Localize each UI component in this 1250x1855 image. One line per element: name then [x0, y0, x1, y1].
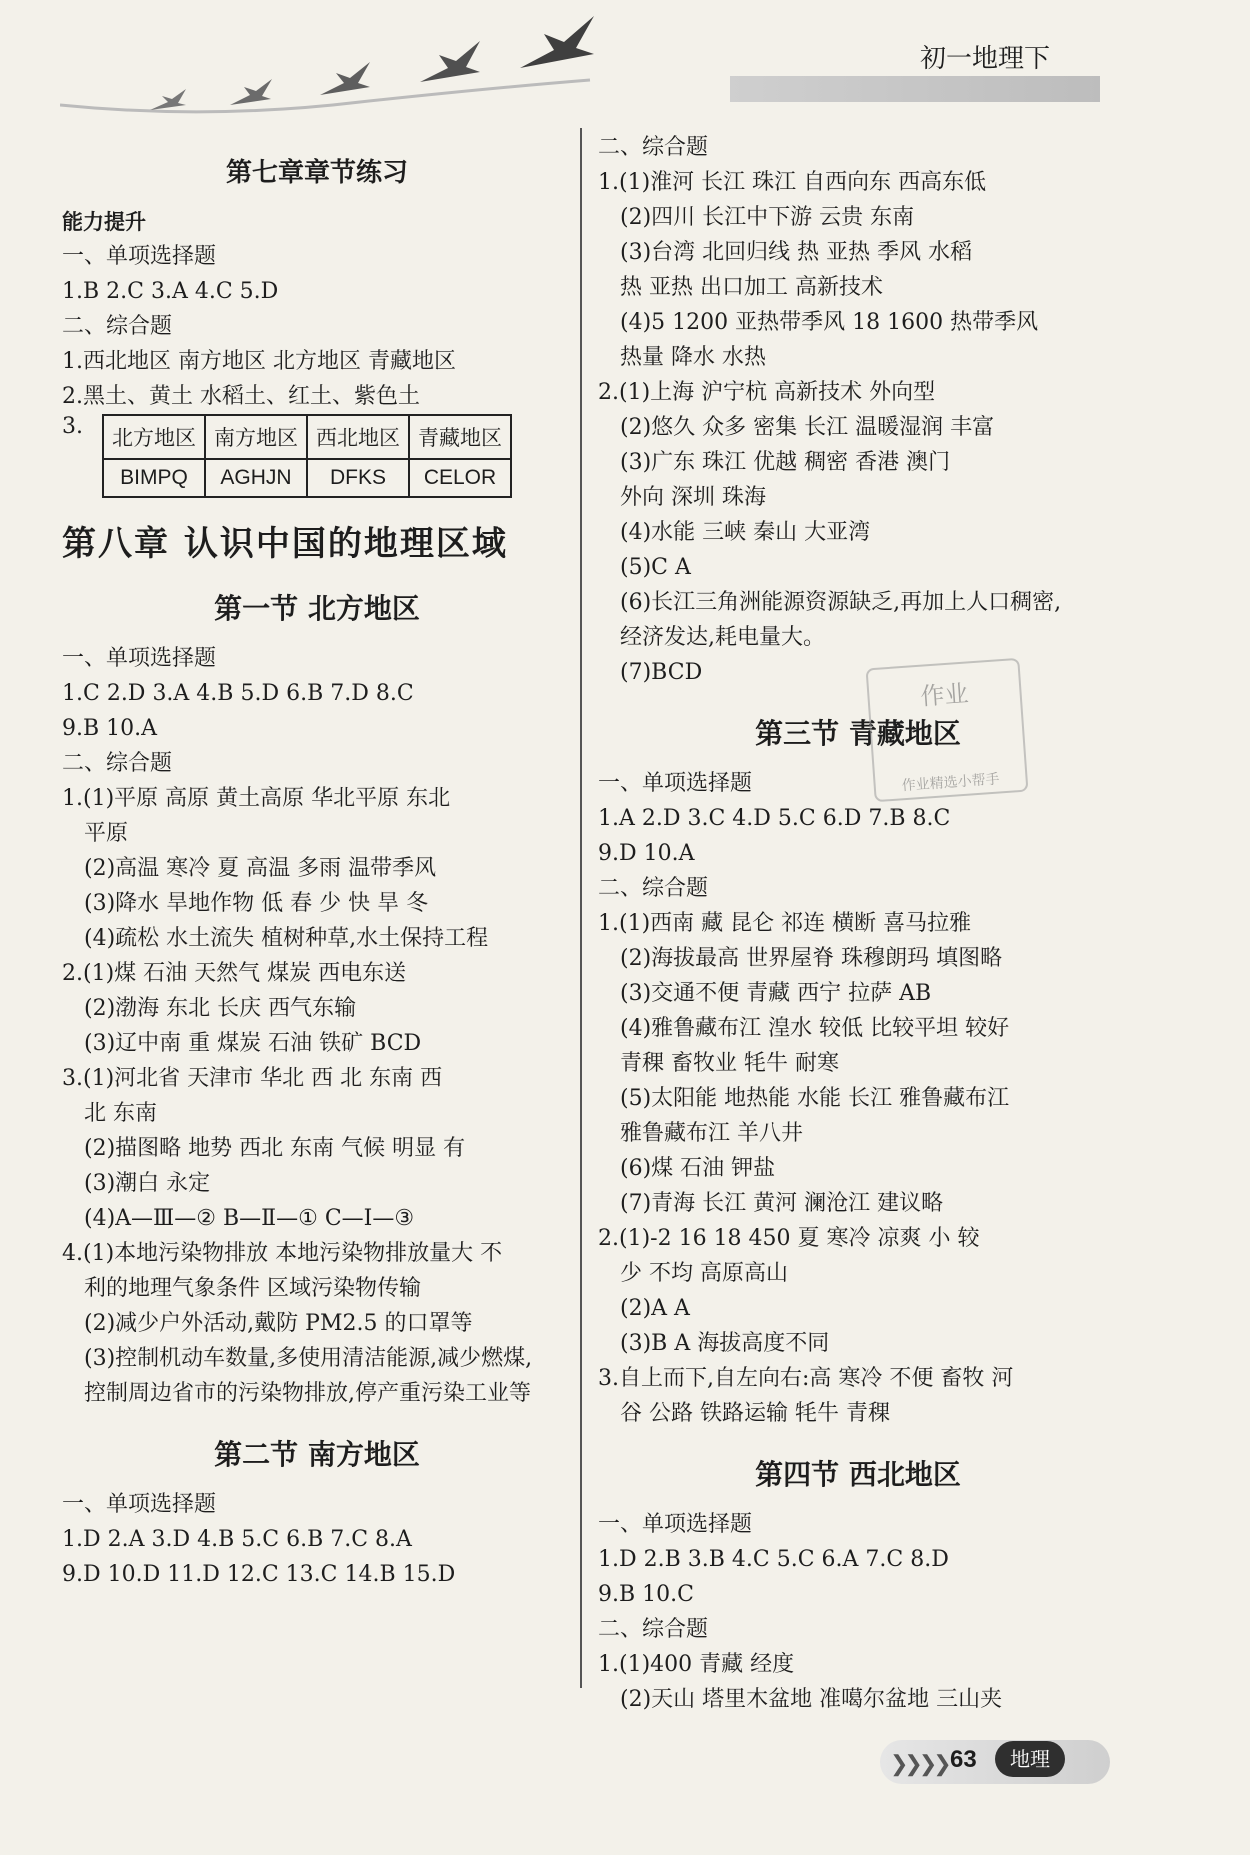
section3-title: 第三节 青藏地区	[755, 717, 961, 750]
column-divider	[580, 128, 582, 1688]
answer-line: (5)太阳能 地热能 水能 长江 雅鲁藏布江	[620, 1086, 1010, 1111]
answer-line: (7)青海 长江 黄河 澜沧江 建议略	[620, 1191, 944, 1216]
section-heading: 二、综合题	[598, 876, 709, 901]
stamp-text: 作业	[919, 679, 970, 711]
answer-line: 1.D 2.B 3.B 4.C 5.C 6.A 7.C 8.D	[598, 1547, 949, 1572]
answer-line: (4)水能 三峡 秦山 大亚湾	[620, 520, 871, 545]
table-header: 北方地区	[103, 415, 205, 459]
answer-line: 3.(1)河北省 天津市 华北 西 北 东南 西	[62, 1066, 443, 1091]
answer-line: 热量 降水 水热	[620, 345, 766, 370]
region-table	[102, 414, 512, 498]
section-heading: 一、单项选择题	[62, 1492, 217, 1517]
section2-title: 第二节 南方地区	[214, 1438, 420, 1471]
answer-line: 2.(1)煤 石油 天然气 煤炭 西电东送	[62, 961, 407, 986]
answer-line: (4)5 1200 亚热带季风 18 1600 热带季风	[620, 310, 1039, 335]
answer-line: 少 不均 高原高山	[620, 1261, 788, 1286]
section-heading: 二、综合题	[598, 135, 709, 160]
answer-line: 控制周边省市的污染物排放,停产重污染工业等	[84, 1381, 531, 1406]
answer-line: 1.(1)400 青藏 经度	[598, 1652, 795, 1677]
chapter8-title: 第八章 认识中国的地理区域	[62, 524, 508, 564]
table-header: 南方地区	[205, 415, 307, 459]
answer-line: 1.B 2.C 3.A 4.C 5.D	[62, 279, 279, 304]
table-cell: DFKS	[307, 459, 409, 497]
answer-line: 北 东南	[84, 1101, 157, 1126]
stamp-caption: 作业精选小帮手	[901, 771, 1001, 795]
table-cell: BIMPQ	[103, 459, 205, 497]
answer-line: (4)A—Ⅲ—② B—Ⅱ—① C—Ⅰ—③	[84, 1206, 415, 1231]
answer-line: 2.(1)-2 16 18 450 夏 寒冷 凉爽 小 较	[598, 1226, 980, 1251]
section-heading: 一、单项选择题	[62, 244, 217, 269]
right-column	[598, 130, 1118, 1717]
answer-line: 2.(1)上海 沪宁杭 高新技术 外向型	[598, 380, 936, 405]
answer-line: 1.D 2.A 3.D 4.B 5.C 6.B 7.C 8.A	[62, 1527, 412, 1552]
answer-line: (6)长江三角洲能源资源缺乏,再加上人口稠密,	[620, 590, 1062, 615]
answer-line: 经济发达,耗电量大。	[620, 625, 825, 650]
region-table-row	[62, 414, 572, 498]
question-number: 3.	[62, 414, 83, 439]
answer-line: (3)潮白 永定	[84, 1171, 211, 1196]
answer-line: 平原	[84, 821, 129, 846]
answer-line: (5)C A	[620, 555, 691, 580]
section-heading: 二、综合题	[598, 1617, 709, 1642]
answer-line: 1.西北地区 南方地区 北方地区 青藏地区	[62, 349, 456, 374]
answer-line: (4)疏松 水土流失 植树种草,水土保持工程	[84, 926, 489, 951]
answer-line: (3)降水 旱地作物 低 春 少 快 旱 冬	[84, 891, 429, 916]
section4-title: 第四节 西北地区	[755, 1458, 961, 1491]
answer-line: 9.B 10.C	[598, 1582, 694, 1607]
answer-line: 9.D 10.A	[598, 841, 695, 866]
answer-line: (2)四川 长江中下游 云贵 东南	[620, 205, 915, 230]
answer-line: 利的地理气象条件 区域污染物传输	[84, 1276, 421, 1301]
answer-line: (2)减少户外活动,戴防 PM2.5 的口罩等	[84, 1311, 473, 1336]
table-header: 西北地区	[307, 415, 409, 459]
answer-line: 9.B 10.A	[62, 716, 158, 741]
left-column	[62, 130, 572, 1592]
answer-line: (2)渤海 东北 长庆 西气东输	[84, 996, 357, 1021]
answer-line: (3)B A 海拔高度不同	[620, 1331, 830, 1356]
answer-line: (3)台湾 北回归线 热 亚热 季风 水稻	[620, 240, 973, 265]
section-heading: 一、单项选择题	[62, 646, 217, 671]
answer-line: (2)海拔最高 世界屋脊 珠穆朗玛 填图略	[620, 946, 1003, 971]
section-heading: 二、综合题	[62, 314, 173, 339]
answer-line: (3)辽中南 重 煤炭 石油 铁矿 BCD	[84, 1031, 422, 1056]
ability-heading: 能力提升	[62, 210, 146, 234]
answer-line: 雅鲁藏布江 羊八井	[620, 1121, 803, 1146]
answer-line: 3.自上而下,自左向右:高 寒冷 不便 畜牧 河	[598, 1366, 1014, 1391]
answer-line: 热 亚热 出口加工 高新技术	[620, 275, 883, 300]
chapter7-title: 第七章章节练习	[225, 158, 408, 188]
answer-line: (2)A A	[620, 1296, 690, 1321]
answer-line: 外向 深圳 珠海	[620, 485, 766, 510]
section1-title: 第一节 北方地区	[214, 592, 420, 625]
answer-line: 1.(1)淮河 长江 珠江 自西向东 西高东低	[598, 170, 987, 195]
answer-line: (2)描图略 地势 西北 东南 气候 明显 有	[84, 1136, 466, 1161]
answer-line: (2)悠久 众多 密集 长江 温暖湿润 丰富	[620, 415, 995, 440]
table-header: 青藏地区	[409, 415, 511, 459]
answer-line: (3)交通不便 青藏 西宁 拉萨 AB	[620, 981, 932, 1006]
answer-line: 1.(1)西南 藏 昆仑 祁连 横断 喜马拉雅	[598, 911, 972, 936]
answer-line: (3)广东 珠江 优越 稠密 香港 澳门	[620, 450, 951, 475]
table-cell: CELOR	[409, 459, 511, 497]
answer-line: 1.(1)平原 高原 黄土高原 华北平原 东北	[62, 786, 451, 811]
flying-birds-decoration	[60, 10, 620, 130]
homework-stamp	[866, 658, 1029, 802]
answer-line: 谷 公路 铁路运输 牦牛 青稞	[620, 1401, 890, 1426]
answer-line: 4.(1)本地污染物排放 本地污染物排放量大 不	[62, 1241, 503, 1266]
subject-badge: 地理	[995, 1741, 1065, 1777]
answer-line: 9.D 10.D 11.D 12.C 13.C 14.B 15.D	[62, 1562, 456, 1587]
answer-line: 青稞 畜牧业 牦牛 耐寒	[620, 1051, 839, 1076]
subject-title: 初一地理下	[920, 44, 1051, 74]
answer-line: (4)雅鲁藏布江 湟水 较低 比较平坦 较好	[620, 1016, 1010, 1041]
answer-line: 1.C 2.D 3.A 4.B 5.D 6.B 7.D 8.C	[62, 681, 414, 706]
header-bar	[730, 76, 1100, 102]
section-heading: 二、综合题	[62, 751, 173, 776]
arrows-icon: ❯❯❯❯	[890, 1752, 948, 1777]
section-heading: 一、单项选择题	[598, 1512, 753, 1537]
answer-line: (6)煤 石油 钾盐	[620, 1156, 776, 1181]
answer-line: (3)控制机动车数量,多使用清洁能源,减少燃煤,	[84, 1346, 533, 1371]
table-cell: AGHJN	[205, 459, 307, 497]
section-heading: 一、单项选择题	[598, 771, 753, 796]
answer-line: (2)天山 塔里木盆地 准噶尔盆地 三山夹	[620, 1687, 1003, 1712]
page-number: 63	[950, 1746, 977, 1773]
answer-line: 1.A 2.D 3.C 4.D 5.C 6.D 7.B 8.C	[598, 806, 951, 831]
answer-line: (7)BCD	[620, 660, 703, 685]
answer-line: (2)高温 寒冷 夏 高温 多雨 温带季风	[84, 856, 437, 881]
answer-line: 2.黑土、黄土 水稻土、红土、紫色土	[62, 384, 420, 409]
